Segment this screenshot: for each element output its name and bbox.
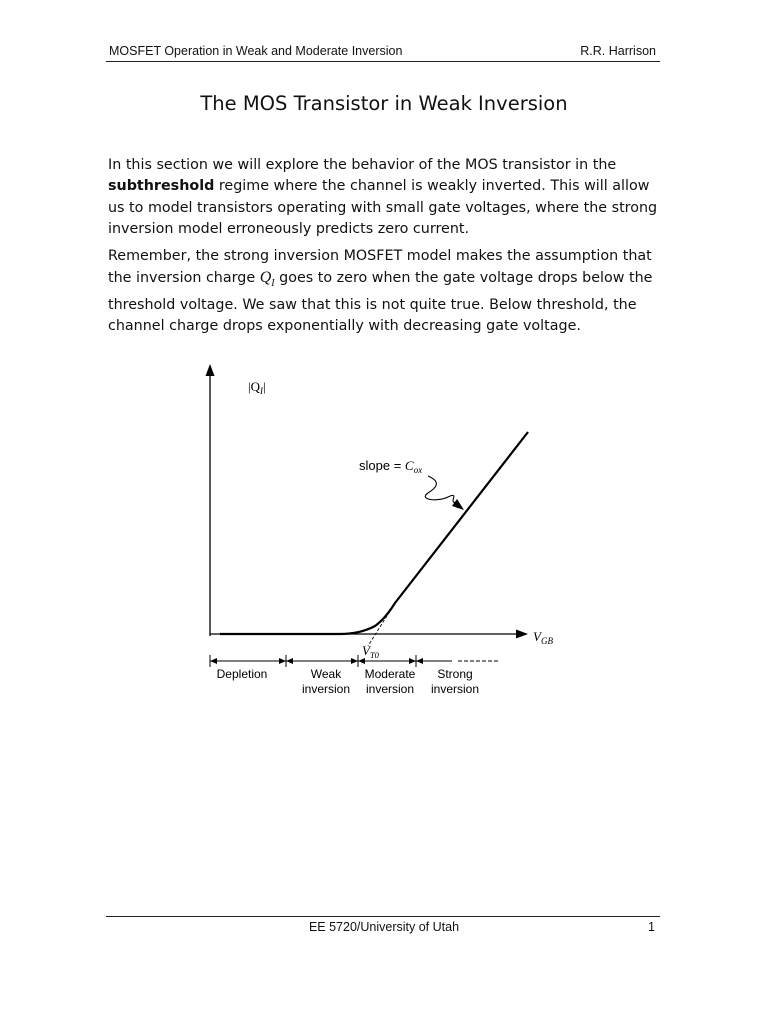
y-axis-label [248, 379, 266, 396]
paragraph-strong-inversion [108, 246, 668, 337]
symbol-q: Q [259, 269, 272, 287]
header-title: MOSFET Operation in Weak and Moderate Inversion [109, 44, 403, 58]
region-weak-line1: Weak [310, 667, 342, 681]
x-axis-arrow-icon [516, 630, 528, 639]
region-weak-line2: inversion [301, 682, 351, 696]
footer-rule [106, 916, 660, 917]
header-author: R.R. Harrison [580, 44, 656, 58]
region-depletion-label [217, 667, 268, 681]
slope-symbol: C [404, 458, 414, 473]
slope-text: slope = [359, 458, 405, 473]
symbol-q-sub: I [271, 278, 275, 290]
y-axis [206, 364, 215, 636]
inversion-charge-figure [190, 360, 570, 705]
x-axis-label [533, 629, 553, 646]
vt0-main: V [362, 643, 370, 658]
y-label-main: |Q [248, 379, 260, 394]
region-moderate-line1: Moderate [364, 667, 416, 681]
extrapolation-dashed-line [368, 603, 395, 646]
paragraph-2-start: Remember, the strong inversion MOSFET model makes the assumption that the inversion charge [108, 248, 652, 287]
slope-leader-line [425, 476, 458, 508]
region-depletion-line1: Depletion [216, 667, 268, 681]
subthreshold-term: subthreshold [108, 178, 215, 195]
region-weak-label [302, 667, 350, 696]
x-label-main: V [533, 629, 541, 644]
paragraph-2-end: goes to zero when the gate voltage drops below the threshold voltage. We saw that this is not quite true. Below threshold, the channel charge drops exponentially with decreasing gate voltage. [108, 270, 653, 335]
section-title: The MOS Transistor in Weak Inversion [200, 92, 568, 115]
region-moderate-label [365, 667, 416, 696]
paragraph-intro-end: regime where the channel is weakly inverted. This will allow us to model transistors operating with small gate voltages, where the strong inversion model erroneously predicts zero current. [108, 178, 658, 237]
x-label-sub: GB [540, 636, 553, 646]
region-moderate-line2: inversion [365, 682, 415, 696]
region-strong-label [431, 667, 479, 696]
y-label-sub: I [260, 386, 263, 396]
slope-sub: ox [413, 465, 423, 475]
y-axis-arrow-icon [206, 364, 215, 376]
region-strong-line1: Strong [437, 667, 473, 681]
slope-leader-arrow-icon [452, 499, 464, 510]
header-rule [106, 61, 660, 62]
paragraph-intro [108, 155, 668, 240]
page-header [106, 44, 658, 62]
inversion-charge-symbol [259, 269, 275, 290]
region-labels [217, 667, 479, 696]
vt0-sub: T0 [369, 650, 379, 660]
y-label-close: | [263, 379, 266, 394]
page-number: 1 [648, 920, 655, 934]
threshold-label [362, 643, 380, 660]
paragraph-intro-start: In this section we will explore the behavior of the MOS transistor in the [108, 157, 617, 173]
region-strong-line2: inversion [430, 682, 480, 696]
slope-label [359, 458, 422, 475]
footer-course: EE 5720/University of Utah [308, 920, 460, 934]
